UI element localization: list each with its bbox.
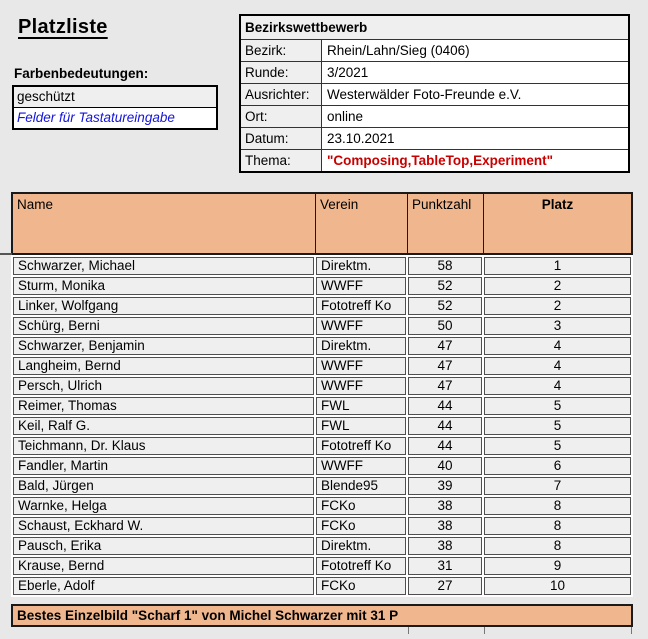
cell-platz: 7 (484, 477, 631, 495)
cell-platz: 2 (484, 277, 631, 295)
cell-verein: WWFF (316, 377, 406, 395)
info-row-ort (241, 106, 628, 128)
cell-platz: 5 (484, 417, 631, 435)
cell-punktzahl: 44 (408, 417, 482, 435)
info-label-ort: Ort: (241, 106, 322, 127)
info-value-thema[interactable]: "Composing,TableTop,Experiment" (322, 150, 628, 171)
competition-info-box (239, 14, 630, 173)
cell-name: Persch, Ulrich (13, 377, 314, 395)
cell-platz: 4 (484, 357, 631, 375)
table-row (13, 437, 631, 455)
cell-punktzahl: 39 (408, 477, 482, 495)
cell-punktzahl: 58 (408, 257, 482, 275)
cell-platz: 2 (484, 297, 631, 315)
cell-name: Reimer, Thomas (13, 397, 314, 415)
info-box-title: Bezirkswettbewerb (241, 16, 628, 40)
cell-platz: 3 (484, 317, 631, 335)
cell-punktzahl: 31 (408, 557, 482, 575)
info-label-bezirk: Bezirk: (241, 40, 322, 61)
cell-name: Schwarzer, Michael (13, 257, 314, 275)
cell-punktzahl: 52 (408, 297, 482, 315)
table-row (13, 297, 631, 315)
table-row (13, 497, 631, 515)
cell-platz: 5 (484, 437, 631, 455)
cell-verein: WWFF (316, 457, 406, 475)
legend-item-protected: geschützt (14, 87, 216, 108)
results-table (11, 255, 633, 597)
info-row-bezirk (241, 40, 628, 62)
cell-punktzahl: 50 (408, 317, 482, 335)
page-title: Platzliste (18, 16, 108, 38)
info-row-thema (241, 150, 628, 171)
column-header-name: Name (13, 194, 316, 253)
page-break-tick (0, 253, 12, 255)
cell-verein: Fototreff Ko (316, 557, 406, 575)
cell-verein: WWFF (316, 357, 406, 375)
cell-punktzahl: 38 (408, 497, 482, 515)
cell-verein: Fototreff Ko (316, 297, 406, 315)
table-row (13, 357, 631, 375)
table-row (13, 557, 631, 575)
info-label-datum: Datum: (241, 128, 322, 149)
info-row-ausrichter (241, 84, 628, 106)
cell-name: Pausch, Erika (13, 537, 314, 555)
info-value-ort[interactable]: online (322, 106, 628, 127)
cell-platz: 4 (484, 337, 631, 355)
results-footer: Bestes Einzelbild "Scharf 1" von Michel Schwarzer mit 31 P (11, 604, 633, 627)
cell-verein: Direktm. (316, 337, 406, 355)
column-header-platz: Platz (541, 197, 574, 212)
cell-platz: 9 (484, 557, 631, 575)
cell-verein: WWFF (316, 317, 406, 335)
table-row (13, 317, 631, 335)
cell-name: Warnke, Helga (13, 497, 314, 515)
column-header-verein: Verein (316, 194, 408, 253)
cell-platz: 5 (484, 397, 631, 415)
cell-verein: Direktm. (316, 537, 406, 555)
table-row (13, 377, 631, 395)
cell-punktzahl: 38 (408, 537, 482, 555)
cell-platz: 1 (484, 257, 631, 275)
results-header-row (11, 192, 633, 255)
legend-item-input: Felder für Tastatureingabe (14, 108, 216, 128)
gridline-stub (408, 627, 409, 634)
cell-name: Linker, Wolfgang (13, 297, 314, 315)
cell-platz: 8 (484, 517, 631, 535)
cell-name: Bald, Jürgen (13, 477, 314, 495)
table-row (13, 397, 631, 415)
column-header-punktzahl: Punktzahl (408, 194, 484, 253)
gridline-stub (631, 627, 632, 634)
cell-verein: Direktm. (316, 257, 406, 275)
cell-verein: FWL (316, 417, 406, 435)
cell-name: Schwarzer, Benjamin (13, 337, 314, 355)
info-row-datum (241, 128, 628, 150)
cell-verein: WWFF (316, 277, 406, 295)
info-value-bezirk[interactable]: Rhein/Lahn/Sieg (0406) (322, 40, 628, 61)
cell-name: Schürg, Berni (13, 317, 314, 335)
cell-verein: FWL (316, 397, 406, 415)
info-value-datum[interactable]: 23.10.2021 (322, 128, 628, 149)
results-body (13, 257, 631, 595)
table-row (13, 257, 631, 275)
gridline-stub (484, 627, 485, 634)
cell-punktzahl: 38 (408, 517, 482, 535)
table-row (13, 417, 631, 435)
cell-verein: Fototreff Ko (316, 437, 406, 455)
cell-punktzahl: 27 (408, 577, 482, 595)
cell-punktzahl: 47 (408, 337, 482, 355)
legend-heading: Farbenbedeutungen: (14, 66, 149, 81)
table-row (13, 537, 631, 555)
table-row (13, 337, 631, 355)
cell-punktzahl: 44 (408, 397, 482, 415)
cell-punktzahl: 44 (408, 437, 482, 455)
info-value-ausrichter[interactable]: Westerwälder Foto-Freunde e.V. (322, 84, 628, 105)
table-row (13, 277, 631, 295)
cell-name: Schaust, Eckhard W. (13, 517, 314, 535)
info-label-thema: Thema: (241, 150, 322, 171)
cell-name: Krause, Bernd (13, 557, 314, 575)
legend-box (12, 85, 218, 130)
table-row (13, 477, 631, 495)
cell-verein: FCKo (316, 577, 406, 595)
cell-platz: 8 (484, 497, 631, 515)
cell-platz: 6 (484, 457, 631, 475)
info-label-ausrichter: Ausrichter: (241, 84, 322, 105)
table-row (13, 517, 631, 535)
cell-platz: 10 (484, 577, 631, 595)
cell-punktzahl: 47 (408, 357, 482, 375)
cell-verein: FCKo (316, 517, 406, 535)
cell-punktzahl: 47 (408, 377, 482, 395)
cell-name: Sturm, Monika (13, 277, 314, 295)
table-row (13, 577, 631, 595)
cell-name: Teichmann, Dr. Klaus (13, 437, 314, 455)
info-row-runde (241, 62, 628, 84)
cell-punktzahl: 52 (408, 277, 482, 295)
table-row (13, 457, 631, 475)
cell-name: Langheim, Bernd (13, 357, 314, 375)
cell-platz: 4 (484, 377, 631, 395)
cell-verein: Blende95 (316, 477, 406, 495)
info-label-runde: Runde: (241, 62, 322, 83)
info-value-runde[interactable]: 3/2021 (322, 62, 628, 83)
cell-verein: FCKo (316, 497, 406, 515)
cell-name: Keil, Ralf G. (13, 417, 314, 435)
cell-name: Eberle, Adolf (13, 577, 314, 595)
cell-name: Fandler, Martin (13, 457, 314, 475)
cell-platz: 8 (484, 537, 631, 555)
cell-punktzahl: 40 (408, 457, 482, 475)
